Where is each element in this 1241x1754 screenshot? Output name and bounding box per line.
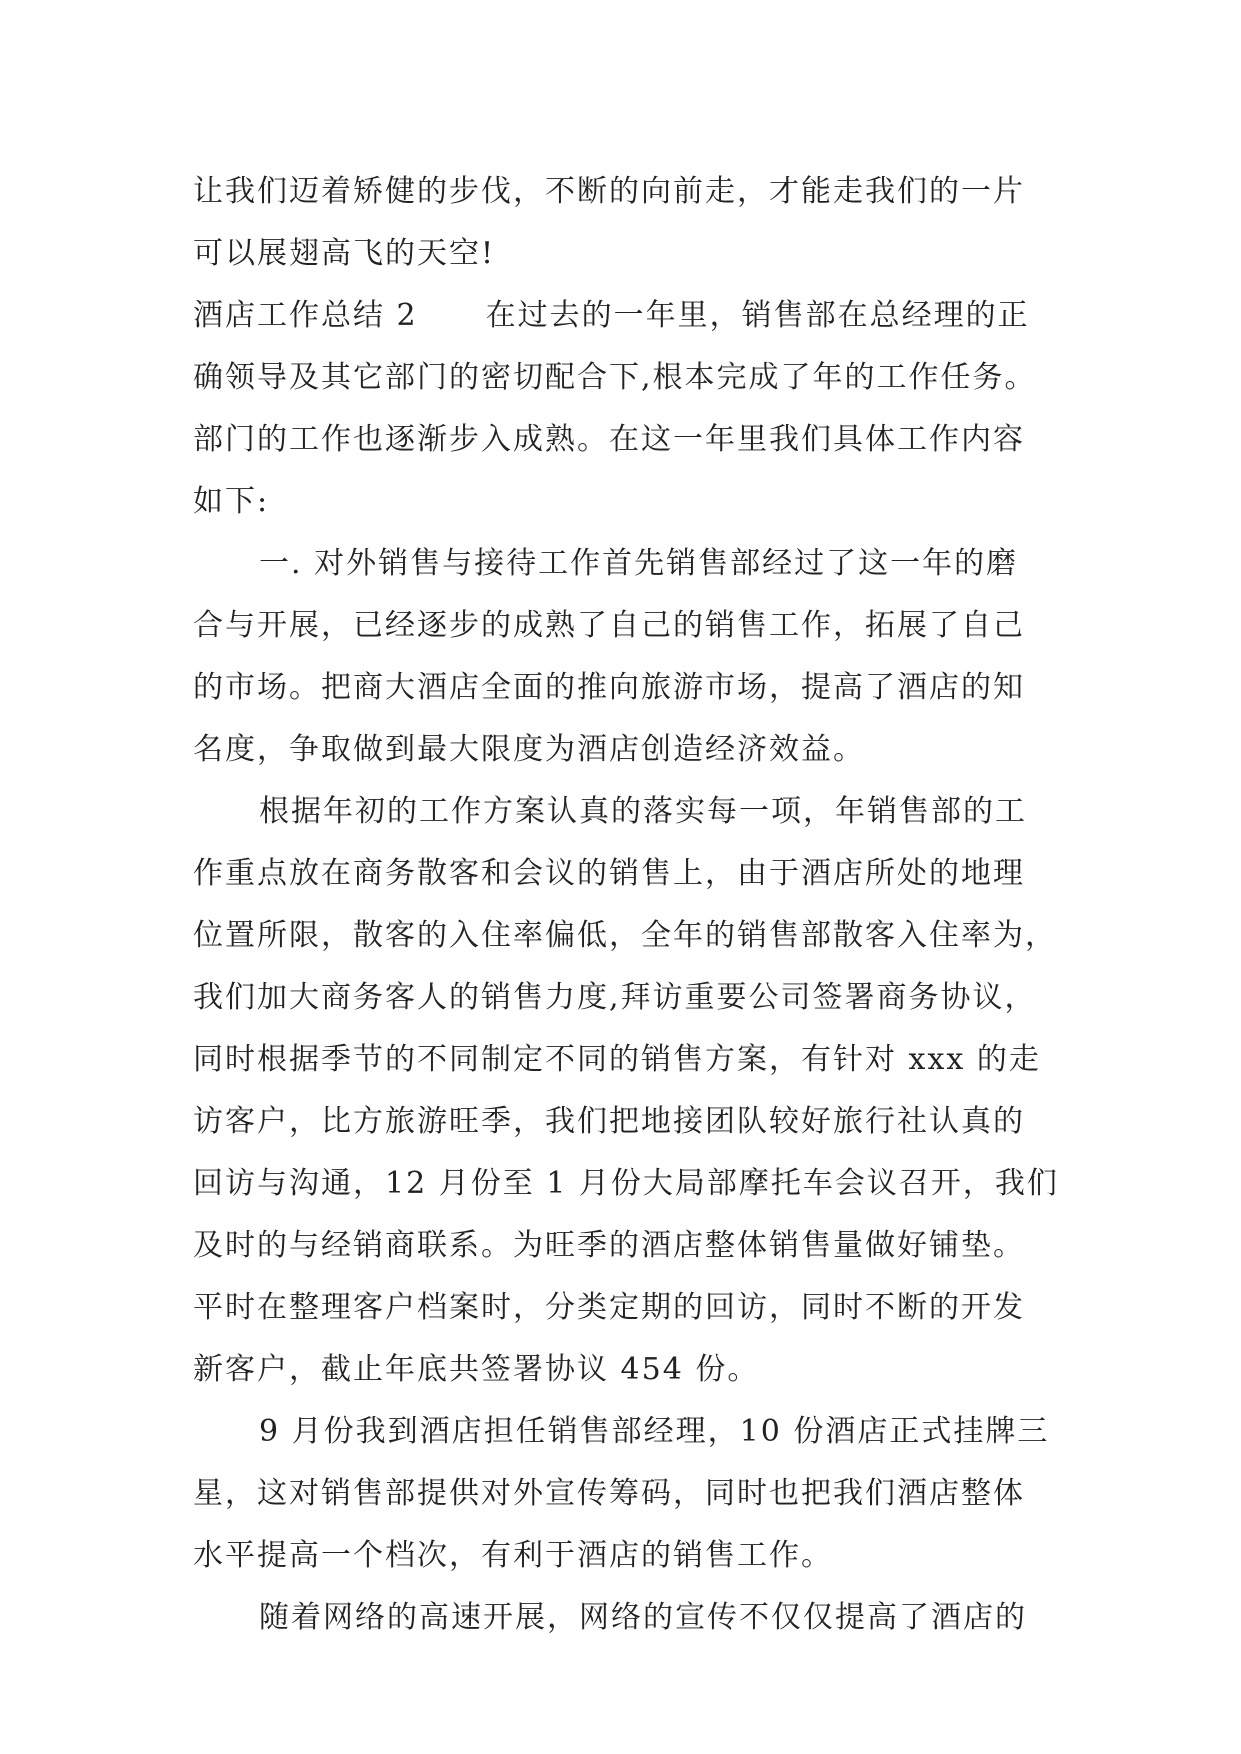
paragraph-start-line: 9 月份我到酒店担任销售部经理，10 份酒店正式挂牌三	[259, 1414, 1050, 1449]
body-line: 位置所限，散客的入住率偏低，全年的销售部散客入住率为，	[193, 918, 1057, 953]
body-line: 部门的工作也逐渐步入成熟。在这一年里我们具体工作内容	[193, 422, 1025, 457]
body-line: 的市场。把商大酒店全面的推向旅游市场，提高了酒店的知	[193, 670, 1025, 705]
body-line: 星，这对销售部提供对外宣传筹码，同时也把我们酒店整体	[193, 1476, 1025, 1511]
body-line: 名度，争取做到最大限度为酒店创造经济效益。	[193, 732, 865, 767]
body-line: 及时的与经销商联系。为旺季的酒店整体销售量做好铺垫。	[193, 1228, 1025, 1263]
document-body	[193, 161, 1073, 1649]
section-heading: 酒店工作总结 2	[193, 298, 418, 333]
body-line: 可以展翅高飞的天空!	[193, 236, 496, 271]
body-line: 我们加大商务客人的销售力度,拜访重要公司签署商务协议，	[193, 980, 1037, 1015]
paragraph-start-line: 一. 对外销售与接待工作首先销售部经过了这一年的磨	[259, 546, 1019, 581]
body-line: 访客户，比方旅游旺季，我们把地接团队较好旅行社认真的	[193, 1104, 1025, 1139]
body-line: 平时在整理客户档案时，分类定期的回访，同时不断的开发	[193, 1290, 1025, 1325]
body-line: 让我们迈着矫健的步伐，不断的向前走，才能走我们的一片	[193, 174, 1025, 209]
body-line: 新客户，截止年底共签署协议 454 份。	[193, 1352, 760, 1387]
body-line: 确领导及其它部门的密切配合下,根本完成了年的工作任务。	[193, 360, 1037, 395]
body-line: 作重点放在商务散客和会议的销售上，由于酒店所处的地理	[193, 856, 1025, 891]
body-line: 同时根据季节的不同制定不同的销售方案，有针对 xxx 的走	[193, 1042, 1041, 1077]
body-line: 如下:	[193, 484, 270, 519]
body-text: 在过去的一年里，销售部在总经理的正	[485, 298, 1030, 333]
section-heading-line	[193, 285, 1073, 347]
body-line: 回访与沟通，12 月份至 1 月份大局部摩托车会议召开，我们	[193, 1166, 1059, 1201]
body-line: 水平提高一个档次，有利于酒店的销售工作。	[193, 1538, 833, 1573]
body-line: 合与开展，已经逐步的成熟了自己的销售工作，拓展了自己	[193, 608, 1025, 643]
paragraph-start-line: 根据年初的工作方案认真的落实每一项，年销售部的工	[259, 794, 1027, 829]
paragraph-start-line: 随着网络的高速开展，网络的宣传不仅仅提高了酒店的	[259, 1600, 1027, 1635]
